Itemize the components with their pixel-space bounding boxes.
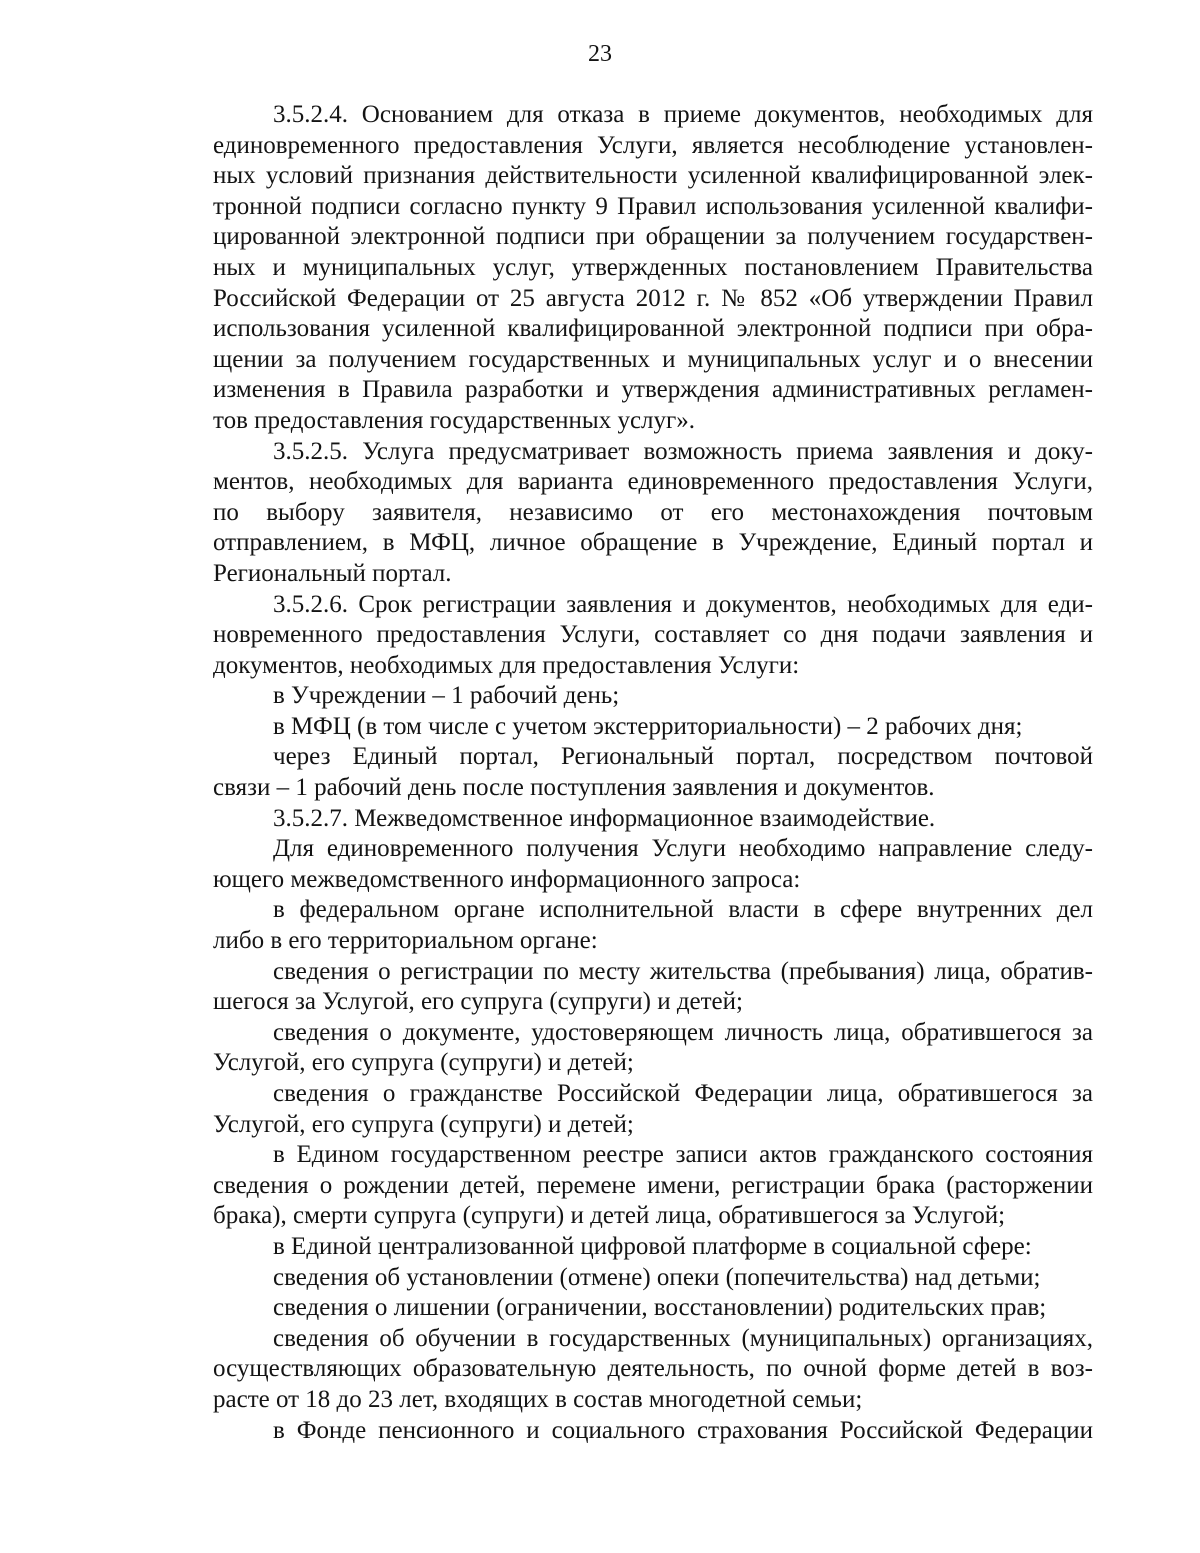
text-line: сведения о рождении детей, перемене имени, регистрации брака (расторжении bbox=[213, 1171, 1093, 1199]
text-line: связи – 1 рабочий день после поступления заявления и документов. bbox=[213, 774, 935, 802]
text-line: по выбору заявителя, независимо от его местонахождения почтовым bbox=[213, 498, 1093, 526]
text-line: документов, необходимых для предоставления Услуги: bbox=[213, 651, 800, 679]
text-line: ных и муниципальных услуг, утвержденных постановлением Правительства bbox=[213, 253, 1093, 281]
text-line: использования усиленной квалифицированной электронной подписи при обра- bbox=[213, 315, 1093, 343]
text-line: в Учреждении – 1 рабочий день; bbox=[273, 682, 620, 710]
text-line: брака), смерти супруга (супруги) и детей лица, обратившегося за Услугой; bbox=[213, 1202, 1006, 1230]
text-line: в федеральном органе исполнительной власти в сфере внутренних дел bbox=[273, 896, 1093, 924]
text-line: отправлением, в МФЦ, личное обращение в Учреждение, Единый портал и bbox=[213, 529, 1093, 557]
text-line: осуществляющих образовательную деятельность, по очной форме детей в воз- bbox=[213, 1355, 1093, 1383]
text-line: Для единовременного получения Услуги необходимо направление следу- bbox=[273, 835, 1093, 863]
text-line: Услугой, его супруга (супруги) и детей; bbox=[213, 1049, 634, 1077]
text-line: сведения об обучении в государственных (муниципальных) организациях, bbox=[273, 1324, 1093, 1352]
text-line: в Едином государственном реестре записи актов гражданского состояния bbox=[273, 1141, 1093, 1169]
text-line: тов предоставления государственных услуг». bbox=[213, 406, 696, 434]
text-line: 3.5.2.5. Услуга предусматривает возможность приема заявления и доку- bbox=[273, 437, 1093, 465]
text-line: изменения в Правила разработки и утверждения административных регламен- bbox=[213, 376, 1093, 404]
text-line: новременного предоставления Услуги, составляет со дня подачи заявления и bbox=[213, 621, 1093, 649]
text-line: Региональный портал. bbox=[213, 559, 452, 587]
text-line: щении за получением государственных и муниципальных услуг и о внесении bbox=[213, 345, 1093, 373]
text-line: сведения о лишении (ограничении, восстановлении) родительских прав; bbox=[273, 1294, 1047, 1322]
text-line: цированной электронной подписи при обращении за получением государствен- bbox=[213, 223, 1093, 251]
text-line: 3.5.2.6. Срок регистрации заявления и документов, необходимых для еди- bbox=[273, 590, 1093, 618]
text-line: Услугой, его супруга (супруги) и детей; bbox=[213, 1110, 634, 1138]
text-line: Российской Федерации от 25 августа 2012 г. № 852 «Об утверждении Правил bbox=[213, 284, 1093, 312]
text-line: сведения о документе, удостоверяющем личность лица, обратившегося за bbox=[273, 1018, 1093, 1046]
text-line: сведения об установлении (отмене) опеки (попечительства) над детьми; bbox=[273, 1263, 1041, 1291]
text-line: ментов, необходимых для варианта единовременного предоставления Услуги, bbox=[213, 468, 1093, 496]
text-line: либо в его территориальном органе: bbox=[213, 927, 598, 955]
text-line: через Единый портал, Региональный портал, посредством почтовой bbox=[273, 743, 1093, 771]
text-line: тронной подписи согласно пункту 9 Правил использования усиленной квалифи- bbox=[213, 192, 1093, 220]
text-line: сведения о регистрации по месту жительства (пребывания) лица, обратив- bbox=[273, 957, 1093, 985]
text-line: сведения о гражданстве Российской Федерации лица, обратившегося за bbox=[273, 1080, 1093, 1107]
text-line: ных условий признания действительности усиленной квалифицированной элек- bbox=[213, 162, 1093, 190]
text-line: расте от 18 до 23 лет, входящих в состав многодетной семьи; bbox=[213, 1385, 863, 1413]
text-line: единовременного предоставления Услуги, является несоблюдение установлен- bbox=[213, 131, 1093, 159]
text-line: 3.5.2.4. Основанием для отказа в приеме документов, необходимых для bbox=[273, 101, 1093, 128]
page-number: 23 bbox=[588, 41, 612, 67]
document-body bbox=[213, 100, 1093, 1446]
text-line: 3.5.2.7. Межведомственное информационное взаимодействие. bbox=[273, 804, 936, 832]
text-line: в Единой централизованной цифровой платформе в социальной сфере: bbox=[273, 1232, 1032, 1260]
text-line: в МФЦ (в том числе с учетом экстерриториальности) – 2 рабочих дня; bbox=[273, 712, 1023, 740]
text-line: шегося за Услугой, его супруга (супруги) и детей; bbox=[213, 988, 743, 1016]
text-line: ющего межведомственного информационного запроса: bbox=[213, 865, 801, 893]
text-line: в Фонде пенсионного и социального страхования Российской Федерации bbox=[273, 1416, 1093, 1444]
